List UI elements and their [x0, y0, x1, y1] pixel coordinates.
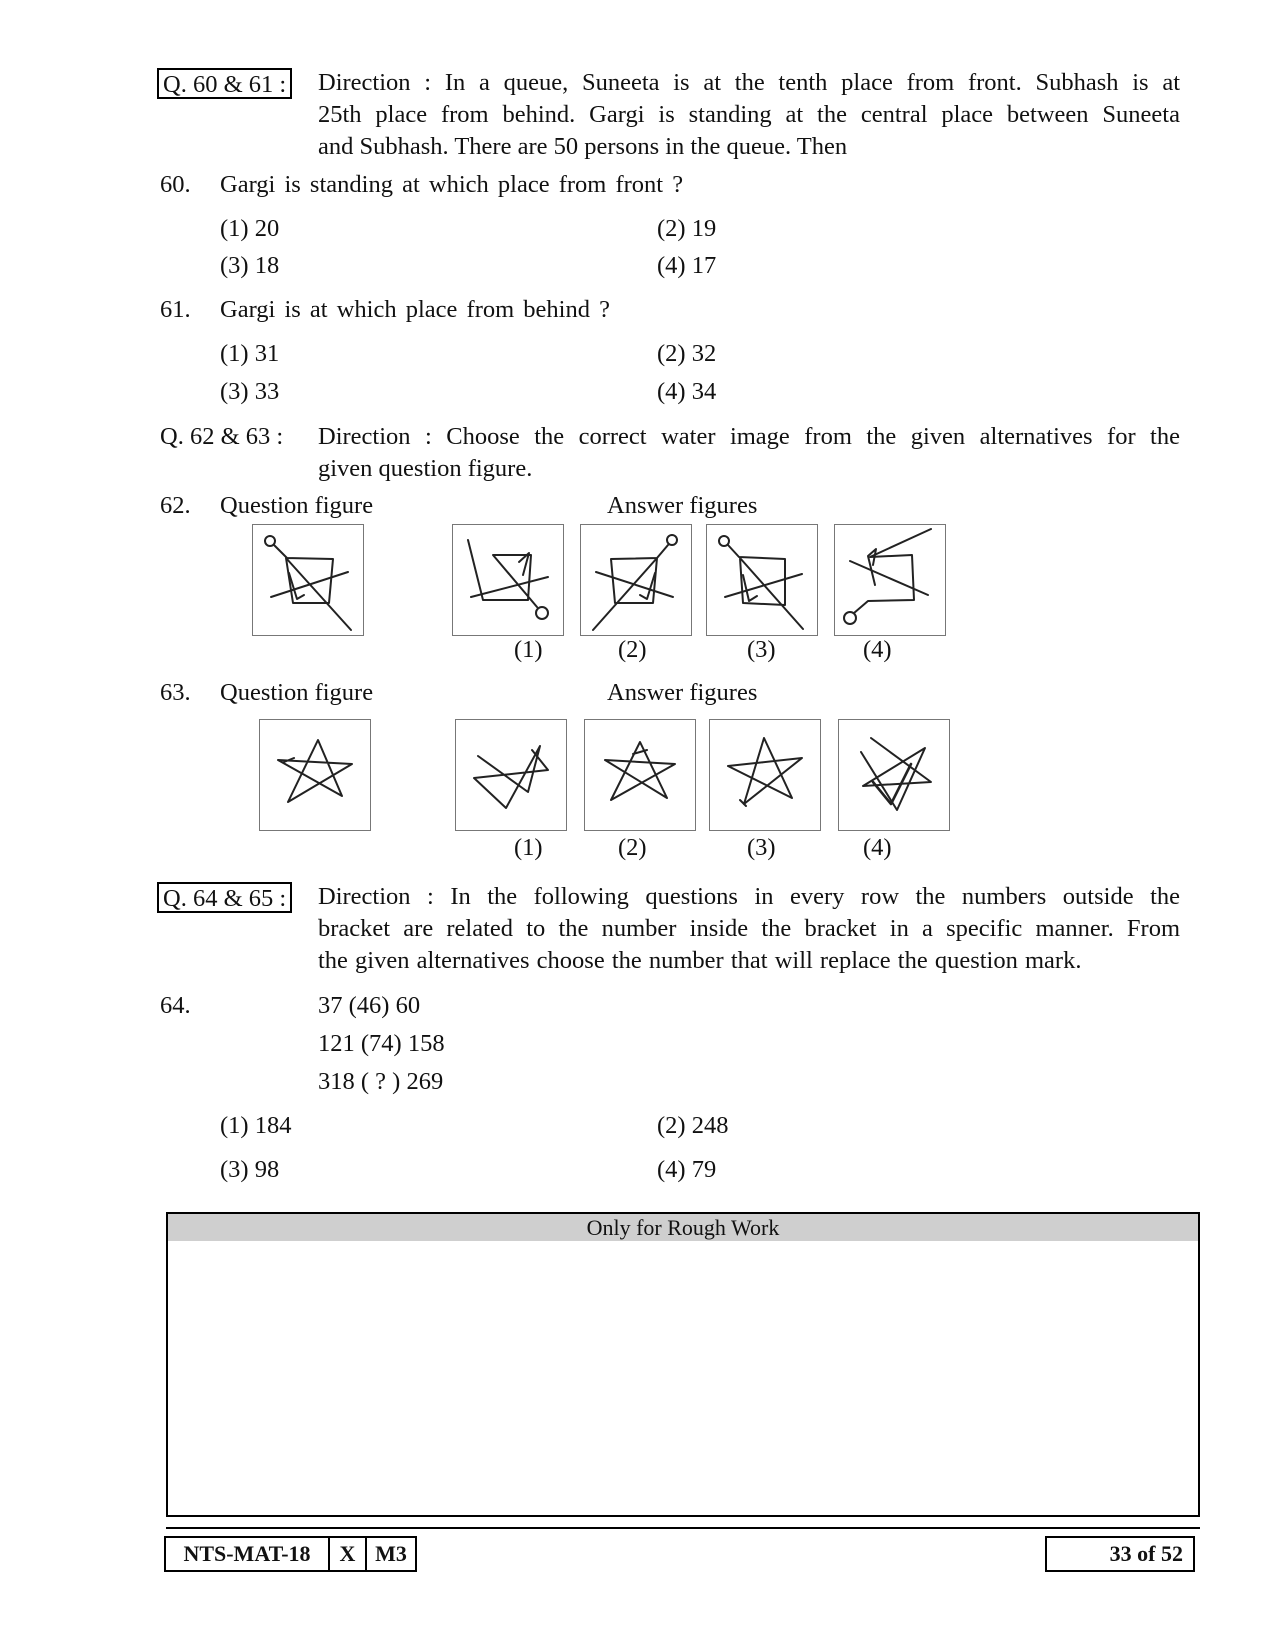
page-number: 33 of 52: [1045, 1536, 1195, 1572]
option-1[interactable]: (1) 20: [220, 215, 280, 242]
question-text: Gargi is standing at which place from front ?: [220, 171, 684, 198]
question-figure: [259, 719, 371, 831]
question-number: 61.: [160, 296, 191, 323]
option-3[interactable]: (3) 18: [220, 252, 280, 279]
option-label-4: (4): [863, 636, 892, 663]
direction-line: Direction : Choose the correct water image from the given alternatives for the: [318, 423, 1180, 450]
answer-figures-label: Answer figures: [607, 679, 758, 706]
option-label-3: (3): [747, 834, 776, 861]
number-row: 318 ( ? ) 269: [318, 1068, 444, 1095]
question-number: 63.: [160, 679, 191, 706]
option-1[interactable]: (1) 184: [220, 1112, 292, 1139]
option-label-2: (2): [618, 636, 647, 663]
option-4[interactable]: (4) 34: [657, 378, 717, 405]
footer-class: X: [328, 1536, 367, 1572]
answer-figure-4[interactable]: [838, 719, 950, 831]
option-4[interactable]: (4) 17: [657, 252, 717, 279]
number-row: 121 (74) 158: [318, 1030, 445, 1057]
question-figure-label: Question figure: [220, 679, 374, 706]
answer-figure-4-drawing: [835, 525, 945, 635]
option-1[interactable]: (1) 31: [220, 340, 280, 367]
answer-figure-1[interactable]: [452, 524, 564, 636]
answer-figure-1-drawing: [453, 525, 563, 635]
direction-line: given question figure.: [318, 455, 533, 482]
option-label-3: (3): [747, 636, 776, 663]
option-3[interactable]: (3) 33: [220, 378, 280, 405]
option-3[interactable]: (3) 98: [220, 1156, 280, 1183]
footer-rule: [166, 1527, 1200, 1529]
section-label-q60-61: Q. 60 & 61 :: [157, 68, 292, 99]
rough-work-label: Only for Rough Work: [168, 1214, 1198, 1241]
answer-figure-4[interactable]: [834, 524, 946, 636]
answer-figure-4-drawing: [839, 720, 949, 830]
answer-figure-3-drawing: [707, 525, 817, 635]
answer-figure-2[interactable]: [580, 524, 692, 636]
answer-figures-label: Answer figures: [607, 492, 758, 519]
direction-line: bracket are related to the number inside the bracket in a specific manner. From: [318, 915, 1180, 942]
option-label-4: (4): [863, 834, 892, 861]
question-figure-label: Question figure: [220, 492, 374, 519]
answer-figure-2-drawing: [585, 720, 695, 830]
question-figure-drawing: [253, 525, 363, 635]
answer-figure-2[interactable]: [584, 719, 696, 831]
answer-figure-1[interactable]: [455, 719, 567, 831]
question-number: 64.: [160, 992, 191, 1019]
direction-line: Direction : In the following questions in every row the numbers outside the: [318, 883, 1180, 910]
number-row: 37 (46) 60: [318, 992, 421, 1019]
option-label-2: (2): [618, 834, 647, 861]
section-label-q62-63: Q. 62 & 63 :: [160, 423, 284, 450]
footer-set: M3: [365, 1536, 417, 1572]
direction-line: the given alternatives choose the number that will replace the question mark.: [318, 947, 1082, 974]
answer-figure-3-drawing: [710, 720, 820, 830]
answer-figure-2-drawing: [581, 525, 691, 635]
answer-figure-3[interactable]: [709, 719, 821, 831]
option-2[interactable]: (2) 248: [657, 1112, 729, 1139]
question-text: Gargi is at which place from behind ?: [220, 296, 610, 323]
question-number: 62.: [160, 492, 191, 519]
question-figure-drawing: [260, 720, 370, 830]
option-label-1: (1): [514, 636, 543, 663]
option-2[interactable]: (2) 32: [657, 340, 717, 367]
direction-line: and Subhash. There are 50 persons in the queue. Then: [318, 133, 848, 160]
answer-figure-1-drawing: [456, 720, 566, 830]
rough-work-box: [166, 1212, 1200, 1517]
option-4[interactable]: (4) 79: [657, 1156, 717, 1183]
question-number: 60.: [160, 171, 191, 198]
option-2[interactable]: (2) 19: [657, 215, 717, 242]
section-label-q64-65: Q. 64 & 65 :: [157, 882, 292, 913]
footer-code: NTS-MAT-18: [164, 1536, 330, 1572]
direction-line: Direction : In a queue, Suneeta is at the tenth place from front. Subhash is at: [318, 69, 1180, 96]
answer-figure-3[interactable]: [706, 524, 818, 636]
direction-line: 25th place from behind. Gargi is standing at the central place between Suneeta: [318, 101, 1180, 128]
option-label-1: (1): [514, 834, 543, 861]
question-figure: [252, 524, 364, 636]
